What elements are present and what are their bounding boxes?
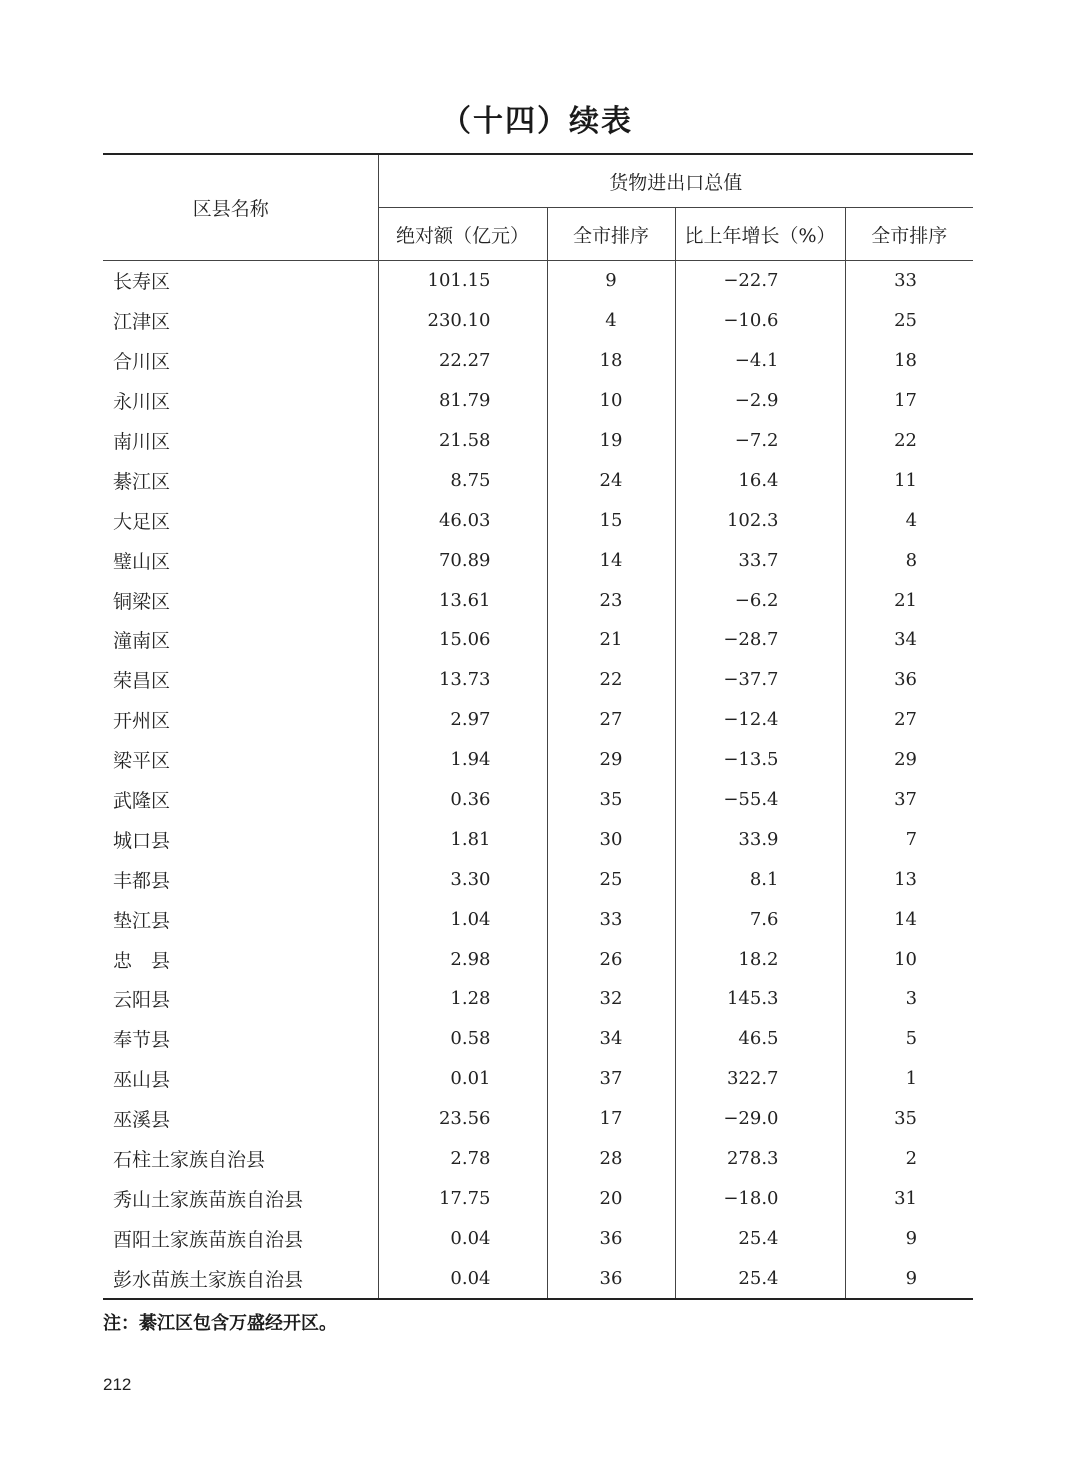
district-name-cell: 秀山土家族苗族自治县 — [103, 1178, 378, 1218]
district-name-cell: 石柱土家族自治县 — [103, 1139, 378, 1179]
amount-rank-cell: 14 — [547, 540, 675, 580]
table-row — [103, 1178, 973, 1218]
amount-rank-cell: 17 — [547, 1099, 675, 1139]
amount-rank-cell: 4 — [547, 301, 675, 341]
district-name-cell: 武隆区 — [103, 780, 378, 820]
growth-rank-cell: 9 — [845, 1258, 973, 1299]
table-row — [103, 859, 973, 899]
table-row — [103, 740, 973, 780]
district-name-cell: 垫江县 — [103, 899, 378, 939]
amount-rank-header: 全市排序 — [547, 208, 675, 261]
table-row — [103, 939, 973, 979]
table-row — [103, 580, 973, 620]
district-name-cell: 江津区 — [103, 301, 378, 341]
growth-cell: −29.0 — [675, 1099, 845, 1139]
page-title: （十四）续表 — [441, 104, 633, 139]
growth-cell: 25.4 — [675, 1258, 845, 1299]
amount-cell: 2.97 — [378, 700, 547, 740]
table-row — [103, 381, 973, 421]
amount-cell: 46.03 — [378, 500, 547, 540]
growth-cell: 25.4 — [675, 1218, 845, 1258]
amount-cell: 17.75 — [378, 1178, 547, 1218]
growth-cell: 7.6 — [675, 899, 845, 939]
table-row — [103, 540, 973, 580]
growth-cell: −13.5 — [675, 740, 845, 780]
district-name-cell: 云阳县 — [103, 979, 378, 1019]
table-row — [103, 1139, 973, 1179]
growth-rank-cell: 18 — [894, 350, 918, 372]
amount-rank-cell: 36 — [547, 1258, 675, 1299]
growth-cell: 33.9 — [675, 819, 845, 859]
growth-rank-cell: 7 — [905, 828, 918, 850]
table-row — [103, 421, 973, 461]
table-row — [103, 899, 973, 939]
amount-cell: 0.58 — [378, 1019, 547, 1059]
growth-cell: −55.4 — [675, 780, 845, 820]
trade-total-header: 货物进出口总值 — [378, 154, 973, 208]
amount-rank-cell: 28 — [547, 1139, 675, 1179]
growth-cell: −6.2 — [675, 580, 845, 620]
amount-rank-cell: 27 — [547, 700, 675, 740]
amount-cell: 1.28 — [378, 979, 547, 1019]
amount-cell: 0.04 — [378, 1258, 547, 1299]
table-body — [103, 261, 973, 1300]
amount-rank-cell: 30 — [547, 819, 675, 859]
district-name-cell: 铜梁区 — [103, 580, 378, 620]
growth-cell: 102.3 — [675, 500, 845, 540]
district-name-cell: 丰都县 — [103, 859, 378, 899]
table-row — [103, 1059, 973, 1099]
table-row — [103, 819, 973, 859]
district-name-cell: 南川区 — [103, 421, 378, 461]
growth-cell: 8.1 — [675, 859, 845, 899]
amount-rank-cell: 20 — [547, 1178, 675, 1218]
growth-rank-cell: 35 — [894, 1108, 918, 1130]
amount-cell: 2.78 — [378, 1139, 547, 1179]
growth-rank-cell: 31 — [894, 1187, 918, 1209]
growth-cell: 33.7 — [675, 540, 845, 580]
district-name-cell: 忠 县 — [103, 939, 378, 979]
growth-rank-cell: 10 — [894, 948, 918, 970]
table-row — [103, 780, 973, 820]
amount-rank-cell: 18 — [547, 341, 675, 381]
table-row — [103, 1218, 973, 1258]
growth-cell: 16.4 — [675, 460, 845, 500]
amount-cell: 13.61 — [378, 580, 547, 620]
amount-rank-cell: 34 — [547, 1019, 675, 1059]
amount-cell: 0.36 — [378, 780, 547, 820]
amount-rank-cell: 23 — [547, 580, 675, 620]
district-name-cell: 綦江区 — [103, 460, 378, 500]
growth-rank-cell: 29 — [894, 749, 918, 771]
amount-header: 绝对额（亿元） — [378, 208, 547, 261]
amount-rank-cell: 32 — [547, 979, 675, 1019]
growth-rank-cell: 33 — [894, 270, 918, 292]
amount-rank-cell: 21 — [547, 620, 675, 660]
growth-header: 比上年增长（%） — [675, 208, 845, 261]
growth-rank-cell: 5 — [905, 1028, 918, 1050]
table-row — [103, 979, 973, 1019]
growth-rank-cell: 21 — [894, 589, 918, 611]
table-row — [103, 1099, 973, 1139]
table-row — [103, 341, 973, 381]
growth-rank-cell: 3 — [905, 988, 918, 1010]
growth-cell: −2.9 — [675, 381, 845, 421]
growth-cell: 18.2 — [675, 939, 845, 979]
amount-rank-cell: 24 — [547, 460, 675, 500]
growth-rank-cell: 1 — [905, 1068, 918, 1090]
growth-rank-cell: 27 — [894, 709, 918, 731]
district-name-cell: 璧山区 — [103, 540, 378, 580]
district-name-header: 区县名称 — [103, 154, 378, 261]
amount-cell: 0.04 — [378, 1218, 547, 1258]
amount-cell: 3.30 — [378, 859, 547, 899]
district-name-cell: 梁平区 — [103, 740, 378, 780]
table-row — [103, 1019, 973, 1059]
district-name-cell: 长寿区 — [103, 261, 378, 301]
growth-cell: −12.4 — [675, 700, 845, 740]
growth-rank-cell: 13 — [894, 868, 918, 890]
amount-cell: 1.94 — [378, 740, 547, 780]
table-row — [103, 660, 973, 700]
growth-cell: −22.7 — [675, 261, 845, 301]
amount-cell: 8.75 — [378, 460, 547, 500]
growth-rank-cell: 25 — [894, 310, 918, 332]
amount-rank-cell: 9 — [547, 261, 675, 301]
amount-cell: 15.06 — [378, 620, 547, 660]
table-row — [103, 460, 973, 500]
growth-rank-cell: 34 — [894, 629, 918, 651]
growth-cell: 46.5 — [675, 1019, 845, 1059]
amount-rank-cell: 33 — [547, 899, 675, 939]
amount-rank-cell: 26 — [547, 939, 675, 979]
district-name-cell: 彭水苗族土家族自治县 — [103, 1258, 378, 1299]
data-table-container — [103, 153, 973, 1300]
amount-rank-cell: 25 — [547, 859, 675, 899]
amount-cell: 1.81 — [378, 819, 547, 859]
table-row — [103, 301, 973, 341]
amount-cell: 230.10 — [378, 301, 547, 341]
district-name-cell: 巫山县 — [103, 1059, 378, 1099]
table-row — [103, 1258, 973, 1299]
amount-rank-cell: 15 — [547, 500, 675, 540]
amount-rank-cell: 37 — [547, 1059, 675, 1099]
amount-rank-cell: 10 — [547, 381, 675, 421]
growth-rank-cell: 8 — [905, 549, 918, 571]
amount-rank-cell: 36 — [547, 1218, 675, 1258]
district-name-cell: 酉阳土家族苗族自治县 — [103, 1218, 378, 1258]
amount-cell: 0.01 — [378, 1059, 547, 1099]
growth-rank-header: 全市排序 — [845, 208, 973, 261]
district-name-cell: 开州区 — [103, 700, 378, 740]
district-name-cell: 大足区 — [103, 500, 378, 540]
growth-cell: −18.0 — [675, 1178, 845, 1218]
amount-cell: 70.89 — [378, 540, 547, 580]
page-number: 212 — [103, 1375, 132, 1394]
table-row — [103, 620, 973, 660]
growth-rank-cell: 37 — [894, 789, 918, 811]
growth-cell: −4.1 — [675, 341, 845, 381]
import-export-table — [103, 153, 973, 1300]
growth-rank-cell: 17 — [894, 390, 918, 412]
amount-rank-cell: 22 — [547, 660, 675, 700]
district-name-cell: 潼南区 — [103, 620, 378, 660]
amount-cell: 101.15 — [378, 261, 547, 301]
district-name-cell: 巫溪县 — [103, 1099, 378, 1139]
district-name-cell: 合川区 — [103, 341, 378, 381]
growth-cell: 278.3 — [675, 1139, 845, 1179]
district-name-cell: 永川区 — [103, 381, 378, 421]
footnote: 注：綦江区包含万盛经开区。 — [103, 1313, 337, 1334]
growth-cell: 322.7 — [675, 1059, 845, 1099]
amount-rank-cell: 19 — [547, 421, 675, 461]
amount-cell: 13.73 — [378, 660, 547, 700]
amount-rank-cell: 35 — [547, 780, 675, 820]
table-row — [103, 261, 973, 301]
growth-cell: 145.3 — [675, 979, 845, 1019]
table-row — [103, 700, 973, 740]
amount-rank-cell: 29 — [547, 740, 675, 780]
growth-cell: −7.2 — [675, 421, 845, 461]
growth-cell: −37.7 — [675, 660, 845, 700]
table-row — [103, 500, 973, 540]
growth-rank-cell: 4 — [905, 509, 918, 531]
district-name-cell: 城口县 — [103, 819, 378, 859]
growth-cell: −28.7 — [675, 620, 845, 660]
amount-cell: 81.79 — [378, 381, 547, 421]
growth-rank-cell: 22 — [894, 430, 918, 451]
growth-rank-cell: 36 — [894, 669, 918, 691]
growth-rank-cell: 11 — [894, 469, 918, 491]
growth-rank-cell: 2 — [905, 1148, 918, 1170]
amount-cell: 1.04 — [378, 899, 547, 939]
amount-cell: 21.58 — [378, 421, 547, 461]
amount-cell: 23.56 — [378, 1099, 547, 1139]
growth-cell: −10.6 — [675, 301, 845, 341]
growth-rank-cell: 9 — [905, 1227, 918, 1249]
district-name-cell: 奉节县 — [103, 1019, 378, 1059]
growth-rank-cell: 14 — [894, 908, 918, 930]
amount-cell: 22.27 — [378, 341, 547, 381]
amount-cell: 2.98 — [378, 939, 547, 979]
district-name-cell: 荣昌区 — [103, 660, 378, 700]
